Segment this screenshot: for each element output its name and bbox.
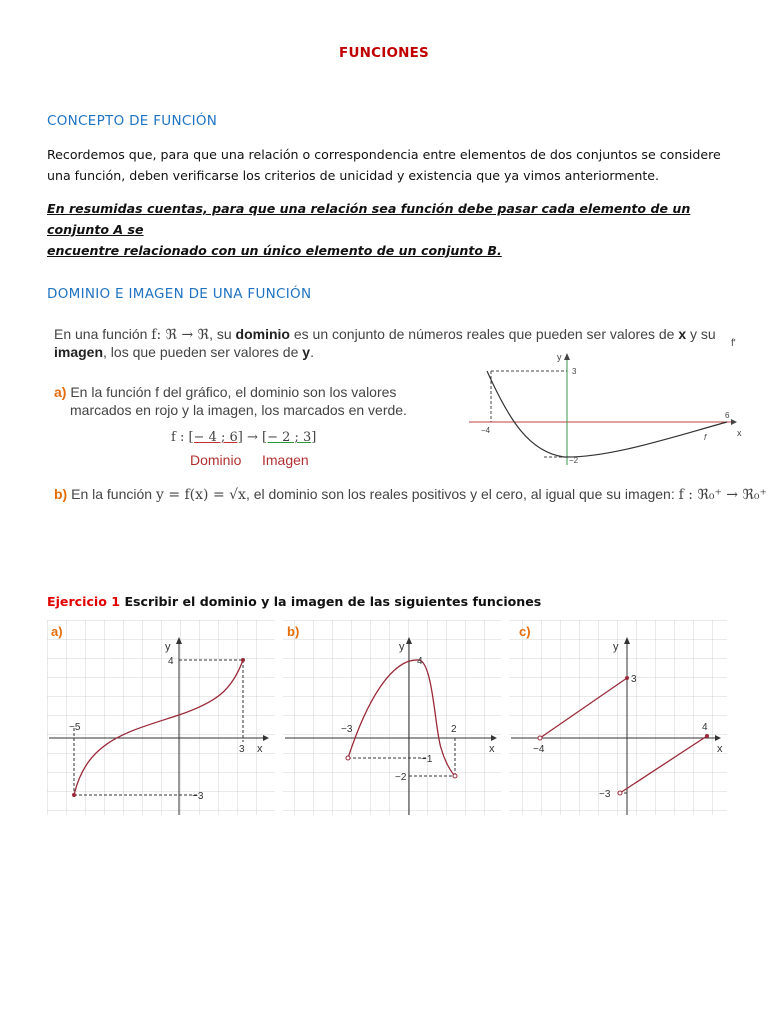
item-b-label: b) [54, 486, 68, 502]
endpoint [625, 676, 629, 680]
textbook-excerpt [49, 322, 767, 518]
item-a-text: En la función f del gráfico, el dominio son los valores [70, 384, 397, 400]
excerpt-text: . [310, 344, 314, 360]
panel-letter: c) [519, 624, 531, 639]
grid-background [283, 620, 501, 815]
item-b-mapping: f : ℜ₀⁺ → ℜ₀⁺ [678, 487, 767, 503]
tick-3: 3 [572, 367, 577, 376]
domain-caption: Dominio [190, 452, 242, 468]
function-curve [487, 371, 727, 457]
item-b-equation: y = f(x) = √x [155, 487, 246, 503]
corner-mark: f' [731, 338, 736, 349]
excerpt-text: , su [209, 326, 232, 342]
graph-panel-a [47, 620, 275, 815]
tick-label: −3 [192, 791, 204, 802]
domain-image-mapping [171, 430, 316, 445]
x-term: x [678, 326, 687, 342]
excerpt-text: En una función [54, 326, 148, 342]
tick-minus-2: −2 [569, 456, 579, 465]
x-label: x [257, 743, 263, 755]
tick-label: 2 [451, 724, 457, 735]
page-title: FUNCIONES [339, 45, 429, 61]
tick-label: 4 [417, 656, 423, 667]
x-axis-arrow [731, 419, 737, 425]
section-heading-concepto: CONCEPTO DE FUNCIÓN [47, 113, 218, 129]
y-label: y [399, 641, 405, 653]
exercise-text: Escribir el dominio y la imagen de las siguientes funciones [124, 594, 542, 609]
exercise-label: Ejercicio 1 [47, 594, 121, 609]
tick-minus-4: −4 [481, 426, 491, 435]
tick-label: 3 [239, 744, 245, 755]
y-label: y [165, 641, 171, 653]
curve-label: f [704, 433, 707, 442]
item-a [54, 384, 396, 400]
y-label: y [557, 352, 562, 362]
grid-background [47, 620, 275, 815]
tick-label: 4 [702, 722, 708, 733]
x-label: x [489, 743, 495, 755]
excerpt-text: y su [690, 326, 716, 342]
x-label: x [737, 428, 742, 438]
summary-line: En resumidas cuentas, para que una relación sea función debe pasar cada elemento de un conjunto A se [47, 201, 691, 237]
exercise-1 [47, 594, 541, 609]
excerpt-line-1 [54, 326, 716, 343]
paragraph-line: una función, deben verificarse los criterios de unicidad y existencia que ya vimos anteriormente. [47, 168, 660, 183]
excerpt-line-2 [54, 344, 314, 360]
y-axis-arrow [564, 353, 570, 360]
tick-label: −4 [533, 744, 545, 755]
mapping-arrow: → [246, 430, 258, 445]
panel-letter: b) [287, 624, 300, 639]
x-label: x [717, 743, 723, 755]
paragraph-line: Recordemos que, para que una relación o correspondencia entre elementos de dos conjuntos se considere [47, 147, 721, 162]
mapping-f: f : [171, 430, 185, 445]
tick-label: 3 [631, 674, 637, 685]
tick-6: 6 [725, 411, 730, 420]
item-a-line-2: marcados en rojo y la imagen, los marcados en verde. [70, 402, 407, 418]
endpoint [618, 791, 622, 795]
graph-panel-b [283, 620, 501, 815]
section-heading-dominio: DOMINIO E IMAGEN DE UNA FUNCIÓN [47, 286, 312, 302]
y-term: y [302, 344, 311, 360]
tick-label: −3 [341, 724, 353, 735]
summary-line: encuentre relacionado con un único elemento de un conjunto B. [47, 243, 502, 258]
graph-panel-c [509, 620, 727, 815]
excerpt-text: , los que pueden ser valores de [103, 344, 299, 360]
mapping-notation: f: ℜ → ℜ [151, 327, 210, 343]
concept-paragraph [47, 144, 727, 186]
tick-label: −1 [421, 754, 433, 765]
endpoint [705, 734, 709, 738]
endpoint [346, 756, 350, 760]
item-b-text: En la función [71, 486, 153, 502]
tick-label: −2 [395, 772, 407, 783]
endpoint [538, 736, 542, 740]
tick-label: 4 [168, 656, 174, 667]
item-b-text: , el dominio son los reales positivos y el cero, al igual que su imagen: [245, 486, 675, 502]
imagen-term: imagen [54, 344, 104, 360]
example-function-graph [469, 350, 745, 472]
endpoint [241, 658, 245, 662]
endpoint [72, 793, 76, 797]
item-b [54, 486, 767, 503]
dominio-term: dominio [235, 326, 290, 342]
image-caption: Imagen [262, 452, 309, 468]
excerpt-text: es un conjunto de números reales que pueden ser valores de [293, 326, 675, 342]
y-label: y [613, 641, 619, 653]
summary-paragraph [47, 198, 737, 261]
exercise-graphs [47, 620, 729, 815]
panel-letter: a) [51, 624, 63, 639]
endpoint [453, 774, 457, 778]
tick-label: −3 [599, 789, 611, 800]
item-a-label: a) [54, 384, 67, 400]
mapping-image: [− 2 ; 3] [262, 430, 317, 445]
mapping-domain: [− 4 ; 6] [188, 430, 243, 445]
tick-label: −5 [69, 722, 81, 733]
